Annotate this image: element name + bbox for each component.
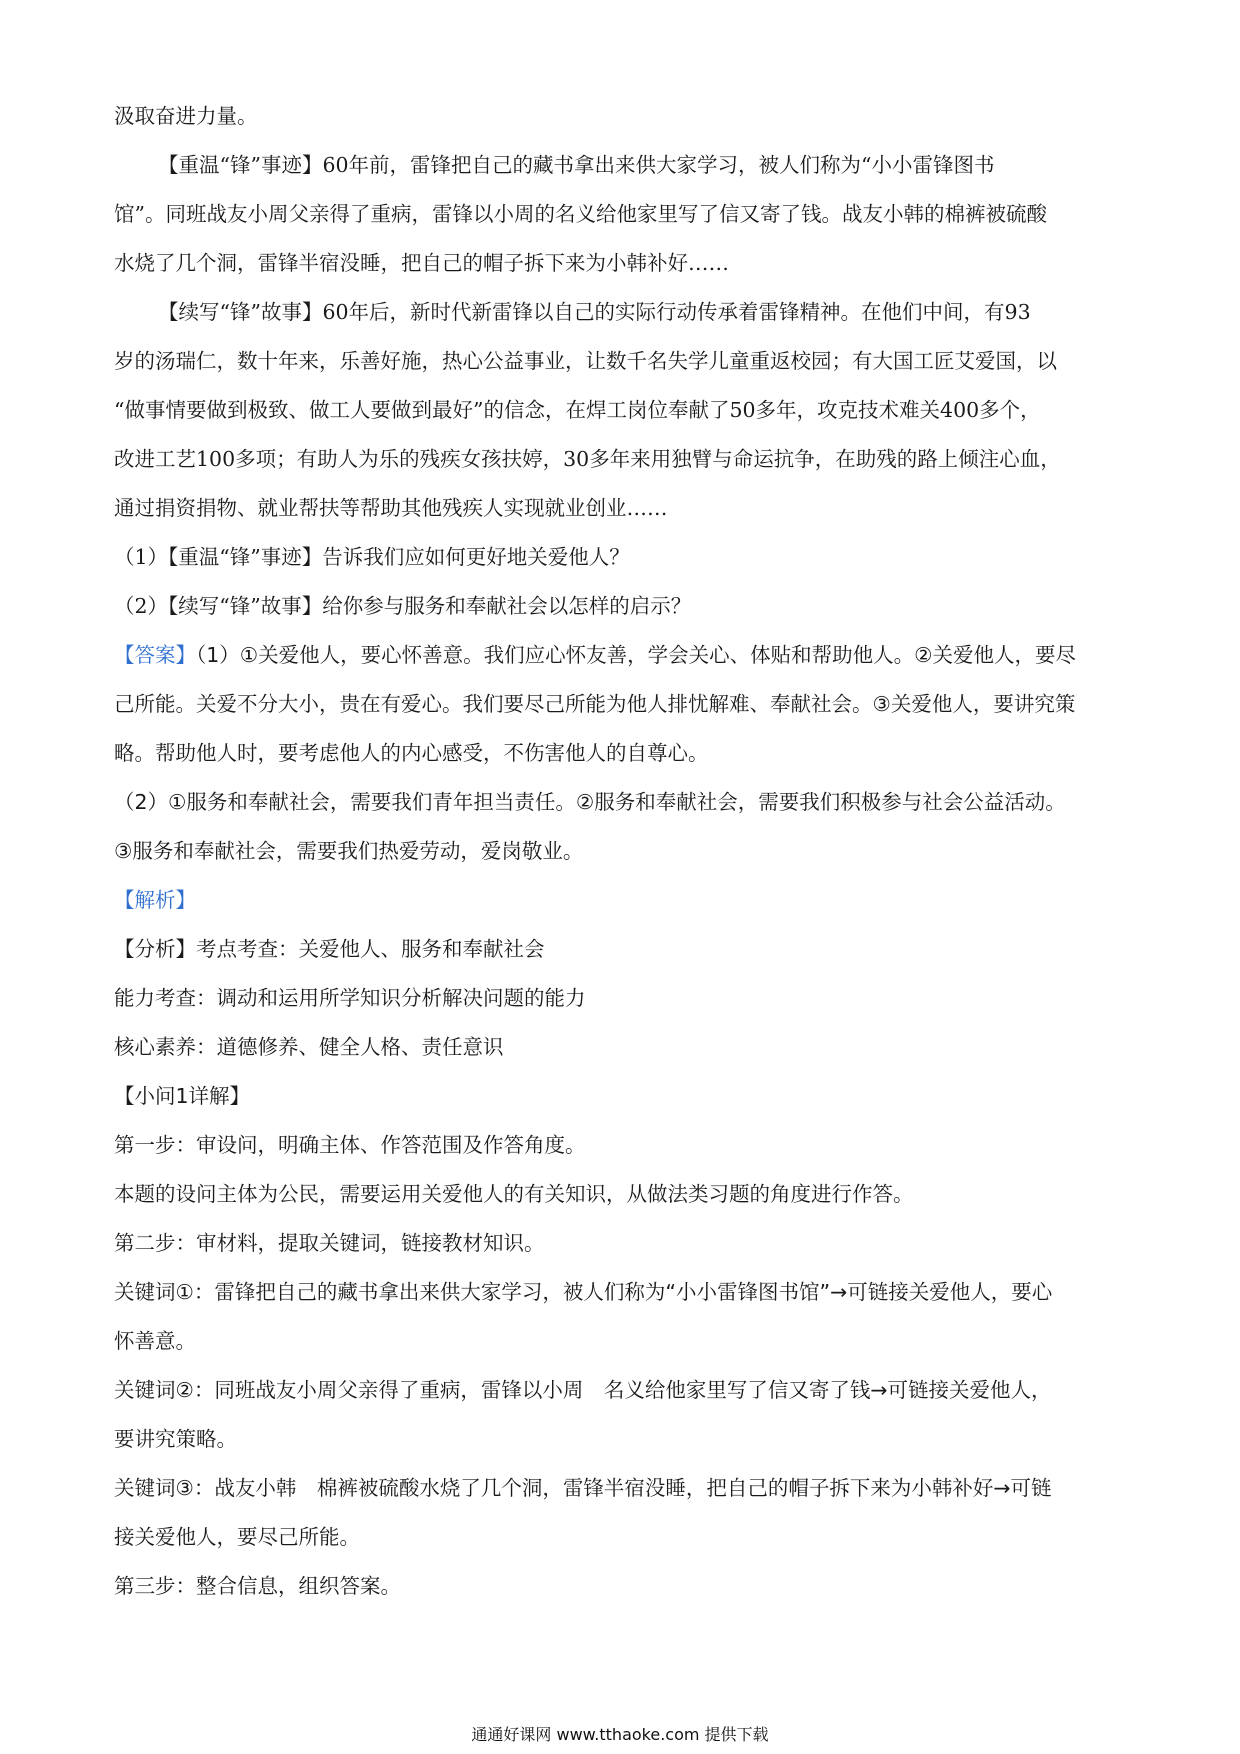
analysis-line: 能力考查：调动和运用所学知识分析解决问题的能力 bbox=[114, 986, 586, 1010]
analysis-line: 核心素养：道德修养、健全人格、责任意识 bbox=[114, 1035, 504, 1059]
analysis-line: 本题的设问主体为公民，需要运用关爱他人的有关知识，从做法类习题的角度进行作答。 bbox=[114, 1182, 914, 1206]
analysis-line: 【小问1详解】 bbox=[114, 1084, 251, 1108]
question-1: （1）【重温“锋”事迹】告诉我们应如何更好地关爱他人？ bbox=[114, 545, 630, 569]
material-line: 汲取奋进力量。 bbox=[114, 104, 258, 128]
analysis-line: 关键词②：同班战友小周父亲得了重病，雷锋以小周 名义给他家里写了信又寄了钱→可链接关爱他人， bbox=[114, 1378, 1052, 1402]
analysis-line: 第二步：审材料，提取关键词，链接教材知识。 bbox=[114, 1231, 545, 1255]
analysis-line: 第一步：审设问，明确主体、作答范围及作答角度。 bbox=[114, 1133, 586, 1157]
page-footer: 通通好课网 www.tthaoke.com 提供下载 bbox=[471, 1725, 769, 1744]
analysis-line: 第三步：整合信息，组织答案。 bbox=[114, 1574, 401, 1598]
answer-line: 【答案】（1）①关爱他人，要心怀善意。我们应心怀友善，学会关心、体贴和帮助他人。②关爱他人，要尽 bbox=[114, 643, 1077, 667]
answer-line: 己所能。关爱不分大小，贵在有爱心。我们要尽己所能为他人排忧解难、奉献社会。③关爱他人，要讲究策 bbox=[114, 692, 1076, 716]
material-line: 改进工艺100多项；有助人为乐的残疾女孩扶婷，30多年来用独臂与命运抗争，在助残的路上倾注心血， bbox=[114, 447, 1061, 471]
analysis-line: 要讲究策略。 bbox=[114, 1427, 237, 1451]
answer-line: 略。帮助他人时，要考虑他人的内心感受，不伤害他人的自尊心。 bbox=[114, 741, 709, 765]
material-line: 岁的汤瑞仁，数十年来，乐善好施，热心公益事业，让数千名失学儿童重返校园；有大国工匠艾爱国，以 bbox=[114, 349, 1057, 373]
analysis-line: 【分析】考点考查：关爱他人、服务和奉献社会 bbox=[114, 937, 545, 961]
material-line: “做事情要做到极致、做工人要做到最好”的信念，在焊工岗位奉献了50多年，攻克技术难关400多个， bbox=[114, 398, 1041, 422]
answer-line: ③服务和奉献社会，需要我们热爱劳动，爱岗敬业。 bbox=[114, 839, 584, 863]
analysis-line: 关键词③：战友小韩 棉裤被硫酸水烧了几个洞，雷锋半宿没睡，把自己的帽子拆下来为小韩补好→可链 bbox=[114, 1476, 1052, 1500]
material-line: 通过捐资捐物、就业帮扶等帮助其他残疾人实现就业创业…… bbox=[114, 496, 668, 520]
answer-label: 【答案】 bbox=[114, 643, 196, 667]
material-line: 【续写“锋”故事】60年后，新时代新雷锋以自己的实际行动传承着雷锋精神。在他们中间，有93 bbox=[158, 300, 1031, 324]
material-line: 水烧了几个洞，雷锋半宿没睡，把自己的帽子拆下来为小韩补好…… bbox=[114, 251, 729, 275]
answer-line: （2）①服务和奉献社会，需要我们青年担当责任。②服务和奉献社会，需要我们积极参与社会公益活动。 bbox=[114, 790, 1066, 814]
material-line: 【重温“锋”事迹】60年前，雷锋把自己的藏书拿出来供大家学习，被人们称为“小小雷锋图书 bbox=[158, 153, 995, 177]
analysis-line: 关键词①：雷锋把自己的藏书拿出来供大家学习，被人们称为“小小雷锋图书馆”→可链接关爱他人，要心 bbox=[114, 1280, 1053, 1304]
analysis-line: 怀善意。 bbox=[114, 1329, 196, 1353]
question-2: （2）【续写“锋”故事】给你参与服务和奉献社会以怎样的启示？ bbox=[114, 594, 692, 618]
material-line: 馆”。同班战友小周父亲得了重病，雷锋以小周的名义给他家里写了信又寄了钱。战友小韩的棉裤被硫酸 bbox=[114, 202, 1047, 226]
analysis-label: 【解析】 bbox=[114, 888, 196, 912]
analysis-line: 接关爱他人，要尽己所能。 bbox=[114, 1525, 360, 1549]
